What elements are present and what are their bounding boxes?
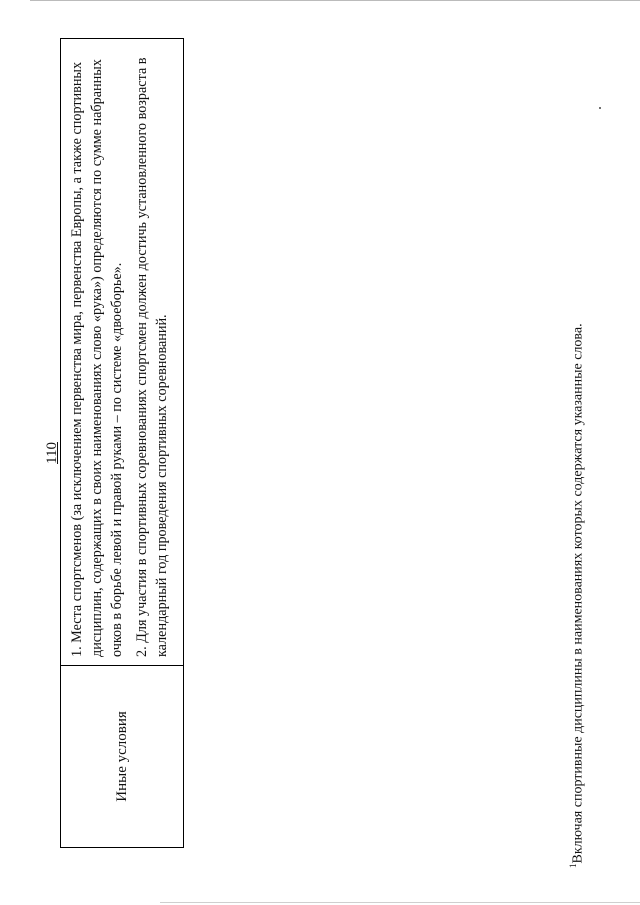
footnote: [568, 208, 587, 868]
page-number: 110: [44, 442, 60, 464]
table-label-cell: [61, 665, 183, 847]
footnote-marker: 1: [568, 863, 578, 868]
stray-mark: [599, 107, 601, 109]
conditions-table: [60, 38, 184, 848]
condition-paragraph-2: 2. Для участия в спортивных соревнованиях спортсмен должен достичь установленного возраста в календарный год проведения спортивных соревнований.: [134, 57, 170, 657]
footnote-text: Включая спортивные дисциплины в наименованиях которых содержатся указанные слова.: [570, 323, 586, 864]
condition-paragraph-1: 1. Места спортсменов (за исключением первенства мира, первенства Европы, а также спортивных дисциплин, содержащих в своих наименованиях слово «рука») определяются по сумме набранных очков в борьбе левой и правой руками – по системе «двоеборье».: [69, 59, 125, 657]
table-content-cell: [61, 39, 183, 665]
table-label: Иные условия: [113, 711, 130, 802]
